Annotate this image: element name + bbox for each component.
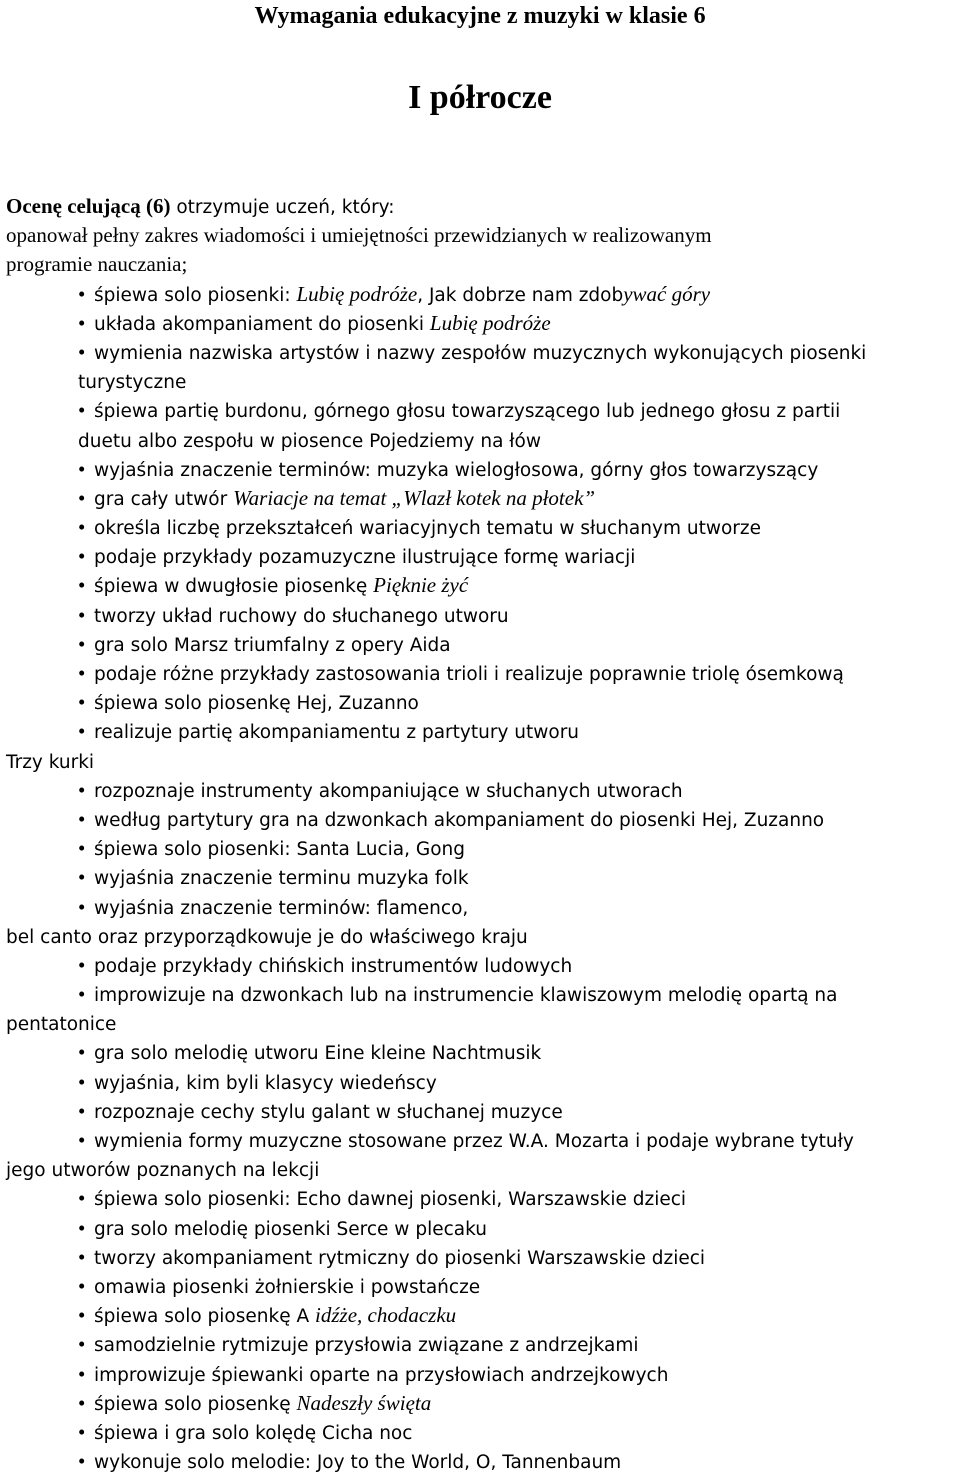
text-segment: wykonuje solo melodie: Joy to the World, O, Tannenbaum <box>94 1452 622 1474</box>
bullet-icon: • <box>78 661 86 685</box>
list-item <box>6 951 956 980</box>
bullet-icon: • <box>78 281 86 306</box>
semester-heading: I półrocze <box>408 79 552 116</box>
bullet-icon: • <box>78 1332 86 1357</box>
bullet-icon: • <box>78 952 86 977</box>
text-line <box>6 192 956 221</box>
bullet-icon: • <box>78 456 86 481</box>
text-segment: śpiewa solo piosenkę Hej, Zuzanno <box>94 693 419 715</box>
list-item <box>6 571 956 600</box>
text-segment: podaje przykłady pozamuzyczne ilustrujące formę wariacji <box>94 547 636 569</box>
list-item <box>6 1447 956 1476</box>
list-item <box>6 1097 956 1126</box>
bullet-icon: • <box>78 631 86 656</box>
list-item <box>6 1126 956 1155</box>
list-item <box>6 1389 956 1418</box>
bullet-icon: • <box>78 515 86 540</box>
list-item <box>6 688 956 717</box>
bullet-icon: • <box>78 982 86 1007</box>
text-segment: rozpoznaje instrumenty akompaniujące w słuchanych utworach <box>94 780 683 802</box>
bullet-icon: • <box>78 1449 86 1474</box>
text-segment: samodzielnie rytmizuje przysłowia związane z andrzejkami <box>94 1335 639 1357</box>
text-segment: według partytury gra na dzwonkach akompaniament do piosenki Hej, Zuzanno <box>94 809 825 831</box>
bullet-icon: • <box>78 1419 86 1444</box>
bullet-icon: • <box>78 398 86 423</box>
text-segment: otrzymuje uczeń, który: <box>170 197 395 218</box>
bullet-icon: • <box>78 836 86 861</box>
bullet-icon: • <box>78 1186 86 1211</box>
text-segment: układa akompaniament do piosenki <box>94 313 430 335</box>
bullet-icon: • <box>78 544 86 569</box>
text-segment: wyjaśnia, kim byli klasycy wiedeńscy <box>94 1072 437 1094</box>
text-segment: turystyczne <box>78 372 187 394</box>
text-segment: Lubię podróże <box>296 281 418 306</box>
bullet-icon: • <box>78 1244 86 1269</box>
text-segment: wyjaśnia znaczenie terminu muzyka folk <box>94 868 469 890</box>
list-item <box>6 455 956 484</box>
list-item <box>6 338 956 367</box>
text-segment: śpiewa partię burdonu, górnego głosu towarzyszącego lub jednego głosu z partii <box>94 401 841 423</box>
text-segment: wymienia nazwiska artystów i nazwy zespołów muzycznych wykonujących piosenki <box>94 342 867 364</box>
bullet-icon: • <box>78 1215 86 1240</box>
text-segment: duetu albo zespołu w piosence Pojedziemy na łów <box>78 430 541 452</box>
bullet-icon: • <box>78 602 86 627</box>
list-item <box>6 980 956 1009</box>
text-segment: podaje różne przykłady zastosowania trioli i realizuje poprawnie triolę ósemkową <box>94 664 844 685</box>
text-line <box>6 1155 956 1184</box>
list-item <box>6 834 956 863</box>
text-segment: śpiewa solo piosenkę A <box>94 1306 316 1328</box>
text-segment: bel canto oraz przyporządkowuje je do właściwego kraju <box>6 926 528 948</box>
text-line <box>6 922 956 951</box>
list-item <box>6 1214 956 1243</box>
list-item <box>6 542 956 571</box>
bullet-icon: • <box>78 690 86 715</box>
list-item <box>6 1301 956 1330</box>
bullet-icon: • <box>78 1303 86 1328</box>
text-segment: śpiewa solo piosenki: Echo dawnej piosenki, Warszawskie dzieci <box>94 1189 687 1211</box>
bullet-icon: • <box>78 573 86 598</box>
text-line <box>6 221 956 250</box>
bullet-icon: • <box>78 1273 86 1298</box>
bullet-icon: • <box>78 719 86 744</box>
text-segment: rozpoznaje cechy stylu galant w słuchanej muzyce <box>94 1101 563 1123</box>
text-segment: Lubię podróże <box>429 310 551 335</box>
requirements-list <box>6 192 956 1476</box>
text-segment: jego utworów poznanych na lekcji <box>6 1160 320 1182</box>
text-segment: śpiewa solo piosenki: <box>94 284 297 306</box>
bullet-icon: • <box>78 1098 86 1123</box>
text-line <box>6 367 956 396</box>
text-segment: omawia piosenki żołnierskie i powstańcze <box>94 1276 481 1298</box>
document-title: Wymagania edukacyjne z muzyki w klasie 6 <box>254 3 706 29</box>
bullet-icon: • <box>78 485 86 510</box>
text-segment: opanował pełny zakres wiadomości i umiejętności przewidzianych w realizowanym <box>6 223 712 248</box>
text-segment: gra cały utwór <box>94 488 234 510</box>
list-item <box>6 601 956 630</box>
bullet-icon: • <box>78 777 86 802</box>
bullet-icon: • <box>78 1128 86 1152</box>
text-segment: programie nauczania; <box>6 252 188 277</box>
bullet-icon: • <box>78 1361 86 1386</box>
text-segment: Ocenę celującą (6) <box>6 194 171 218</box>
list-item <box>6 1038 956 1067</box>
text-segment: idźże, chodaczku <box>315 1303 457 1328</box>
list-item <box>6 1184 956 1213</box>
list-item <box>6 893 956 922</box>
list-item <box>6 1243 956 1272</box>
list-item <box>6 280 956 309</box>
text-segment: Pięknie żyć <box>373 573 469 598</box>
text-segment: tworzy układ ruchowy do słuchanego utworu <box>94 605 509 627</box>
list-item <box>6 1272 956 1301</box>
text-line <box>6 1009 956 1038</box>
list-item <box>6 630 956 659</box>
list-item <box>6 717 956 746</box>
text-segment: wyjaśnia znaczenie terminów: flamenco, <box>94 897 469 919</box>
bullet-icon: • <box>78 1390 86 1415</box>
text-segment: realizuje partię akompaniamentu z partytury utworu <box>94 722 580 744</box>
text-segment: , Jak dobrze nam zdob <box>417 284 624 306</box>
text-segment: gra solo melodię piosenki Serce w plecaku <box>94 1218 487 1240</box>
text-segment: Nadeszły święta <box>296 1390 432 1415</box>
text-segment: wyjaśnia znaczenie terminów: muzyka wielogłosowa, górny głos towarzyszący <box>94 459 819 481</box>
bullet-icon: • <box>78 339 86 364</box>
text-segment: gra solo Marsz triumfalny z opery Aida <box>94 634 451 656</box>
text-line <box>6 250 956 279</box>
list-item <box>6 309 956 338</box>
list-item <box>6 863 956 892</box>
list-item <box>6 659 956 688</box>
text-segment: Wariacje na temat „Wlazł kotek na płotek” <box>233 485 596 510</box>
bullet-icon: • <box>78 1040 86 1065</box>
list-item <box>6 513 956 542</box>
bullet-icon: • <box>78 865 86 890</box>
text-segment: tworzy akompaniament rytmiczny do piosenki Warszawskie dzieci <box>94 1247 706 1269</box>
list-item <box>6 1068 956 1097</box>
text-segment: ywać góry <box>623 281 711 306</box>
text-line <box>6 747 956 776</box>
list-item <box>6 1360 956 1389</box>
text-segment: wymienia formy muzyczne stosowane przez W.A. Mozarta i podaje wybrane tytuły <box>94 1131 854 1152</box>
bullet-icon: • <box>78 806 86 831</box>
text-segment: improwizuje śpiewanki oparte na przysłowiach andrzejkowych <box>94 1364 669 1386</box>
text-segment: pentatonice <box>6 1014 117 1036</box>
text-segment: śpiewa i gra solo kolędę Cicha noc <box>94 1422 413 1444</box>
text-segment: śpiewa w dwugłosie piosenkę <box>94 576 374 598</box>
bullet-icon: • <box>78 310 86 335</box>
list-item <box>6 396 956 425</box>
list-item <box>6 776 956 805</box>
list-item <box>6 1418 956 1447</box>
list-item <box>6 805 956 834</box>
text-segment: Trzy kurki <box>6 751 95 773</box>
text-segment: określa liczbę przekształceń wariacyjnych tematu w słuchanym utworze <box>94 518 761 540</box>
text-segment: śpiewa solo piosenkę <box>94 1393 297 1415</box>
bullet-icon: • <box>78 1069 86 1094</box>
text-segment: gra solo melodię utworu Eine kleine Nachtmusik <box>94 1043 542 1065</box>
list-item <box>6 1330 956 1359</box>
text-segment: śpiewa solo piosenki: Santa Lucia, Gong <box>94 839 465 861</box>
list-item <box>6 484 956 513</box>
text-segment: improwizuje na dzwonkach lub na instrumencie klawiszowym melodię opartą na <box>94 985 838 1007</box>
text-segment: podaje przykłady chińskich instrumentów ludowych <box>94 955 573 977</box>
text-line <box>6 426 956 455</box>
bullet-icon: • <box>78 894 86 919</box>
